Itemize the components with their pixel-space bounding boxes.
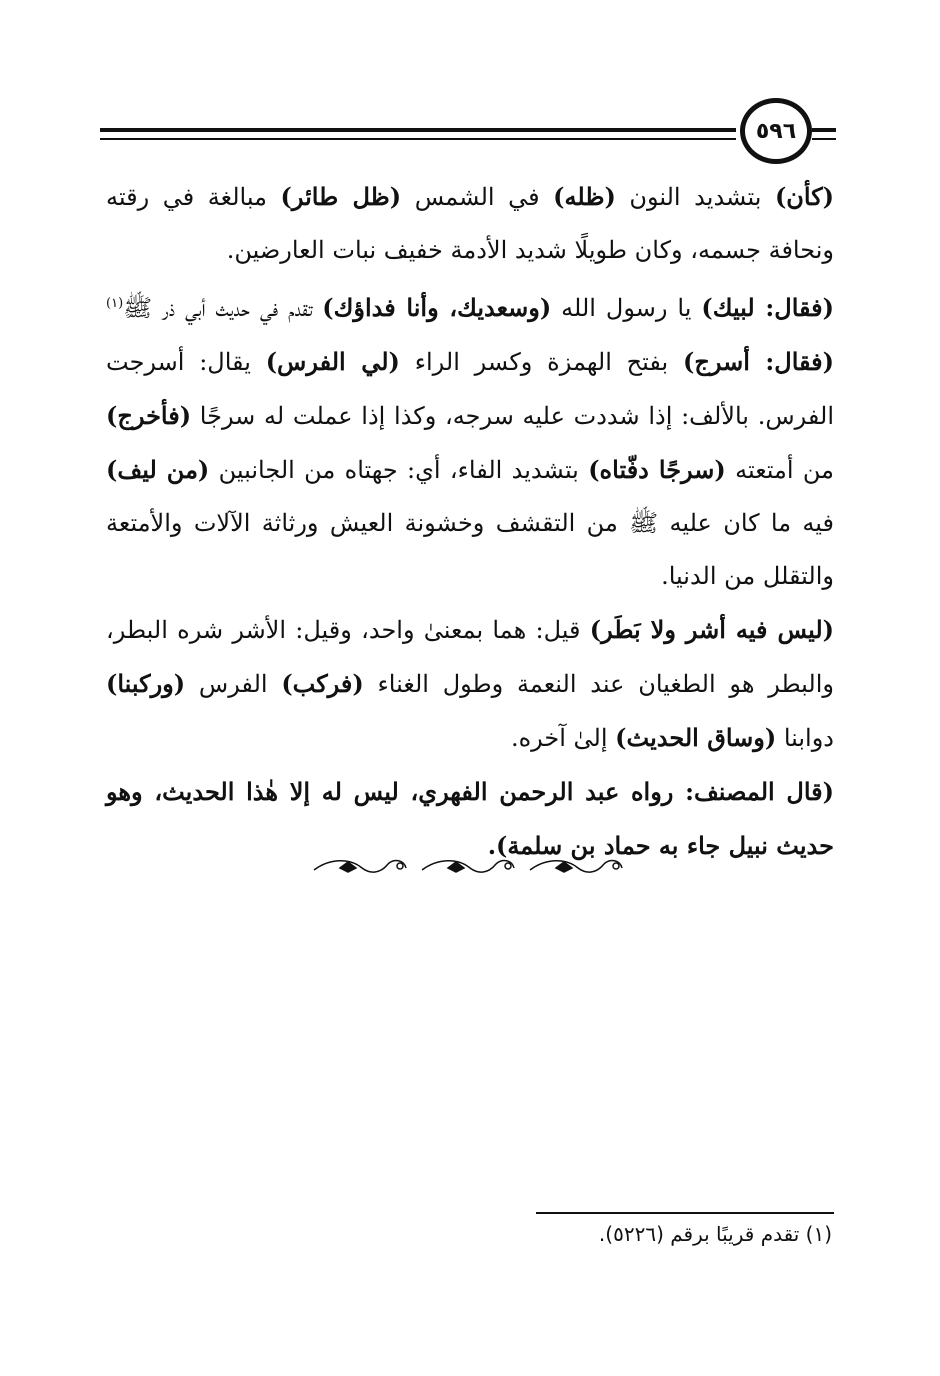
bold-quote: (وسعديك، وأنا فداؤك) <box>322 293 552 322</box>
text-run: بتشديد النون <box>615 183 775 211</box>
bold-quote: (فقال: لبيك) <box>701 293 834 322</box>
footnote-ref: (١) <box>106 296 124 311</box>
bold-quote: (فركب) <box>281 669 364 698</box>
bold-quote: (ظله) <box>553 182 616 211</box>
text-run: يقال: أسرجت الفرس. بالألف: إذا شددت عليه سرجه، وكذا إذا عملت له سرجًا <box>106 348 834 430</box>
paragraph <box>106 277 834 603</box>
header-rule <box>812 138 836 140</box>
text-run: الفرس <box>185 670 282 698</box>
body-text <box>106 170 834 873</box>
page-number: ٥٩٦ <box>740 98 812 164</box>
text-run: إلىٰ آخره. <box>510 724 616 752</box>
bold-quote: (لي الفرس) <box>265 347 400 376</box>
bold-quote: (فأخرج) <box>106 401 192 430</box>
bold-quote: (كأن) <box>774 182 835 211</box>
paragraph <box>106 170 834 277</box>
paragraph <box>106 603 834 765</box>
bold-quote: (وركبنا) <box>106 669 186 698</box>
text-run: من أمتعته <box>725 456 835 484</box>
text-run: قيل: هما بمعنىٰ واحد، وقيل: الأشر شره البطر، والبطر هو الطغيان عند النعمة وطول الغناء <box>106 616 834 698</box>
footnote: (١) تقدم قريبًا برقم (٥٢٢٦). <box>598 1222 832 1246</box>
text-run: في الشمس <box>401 183 554 211</box>
text-run: تقدم في حديث أبي ذر ﷺ <box>123 294 323 322</box>
text-run: فيه ما كان عليه ﷺ من التقشف وخشونة العيش ورثاثة الآلات والأمتعة والتقلل من الدنيا. <box>106 509 834 590</box>
header-rule <box>100 138 736 140</box>
floral-divider-icon <box>310 850 626 882</box>
text-run: بتشديد الفاء، أي: جهتاه من الجانبين <box>209 456 589 484</box>
bold-quote: (ليس فيه أشر ولا بَطَر) <box>589 615 834 644</box>
text-run: مبالغة في رقته ونحافة جسمه، وكان طويلًا شديد الأدمة خفيف نبات العارضين. <box>106 183 834 264</box>
header-rule <box>100 128 736 132</box>
bold-quote: (وساق الحديث) <box>615 723 777 752</box>
bold-quote: (قال المصنف: رواه عبد الرحمن الفهري، ليس له إلا هٰذا الحديث، وهو حديث نبيل جاء به حماد بن سلمة). <box>106 777 834 860</box>
page-header <box>100 98 836 168</box>
header-rule <box>812 128 836 132</box>
text-run: يا رسول الله <box>551 294 702 322</box>
bold-quote: (فقال: أسرج) <box>683 347 835 376</box>
bold-quote: (سرجًا دفّتاه) <box>588 455 726 484</box>
text-run: دوابنا <box>776 724 834 752</box>
footnote-rule <box>536 1212 834 1214</box>
text-run: بفتح الهمزة وكسر الراء <box>399 348 684 376</box>
bold-quote: (ظل طائر) <box>280 182 402 211</box>
bold-quote: (من ليف) <box>106 455 210 484</box>
